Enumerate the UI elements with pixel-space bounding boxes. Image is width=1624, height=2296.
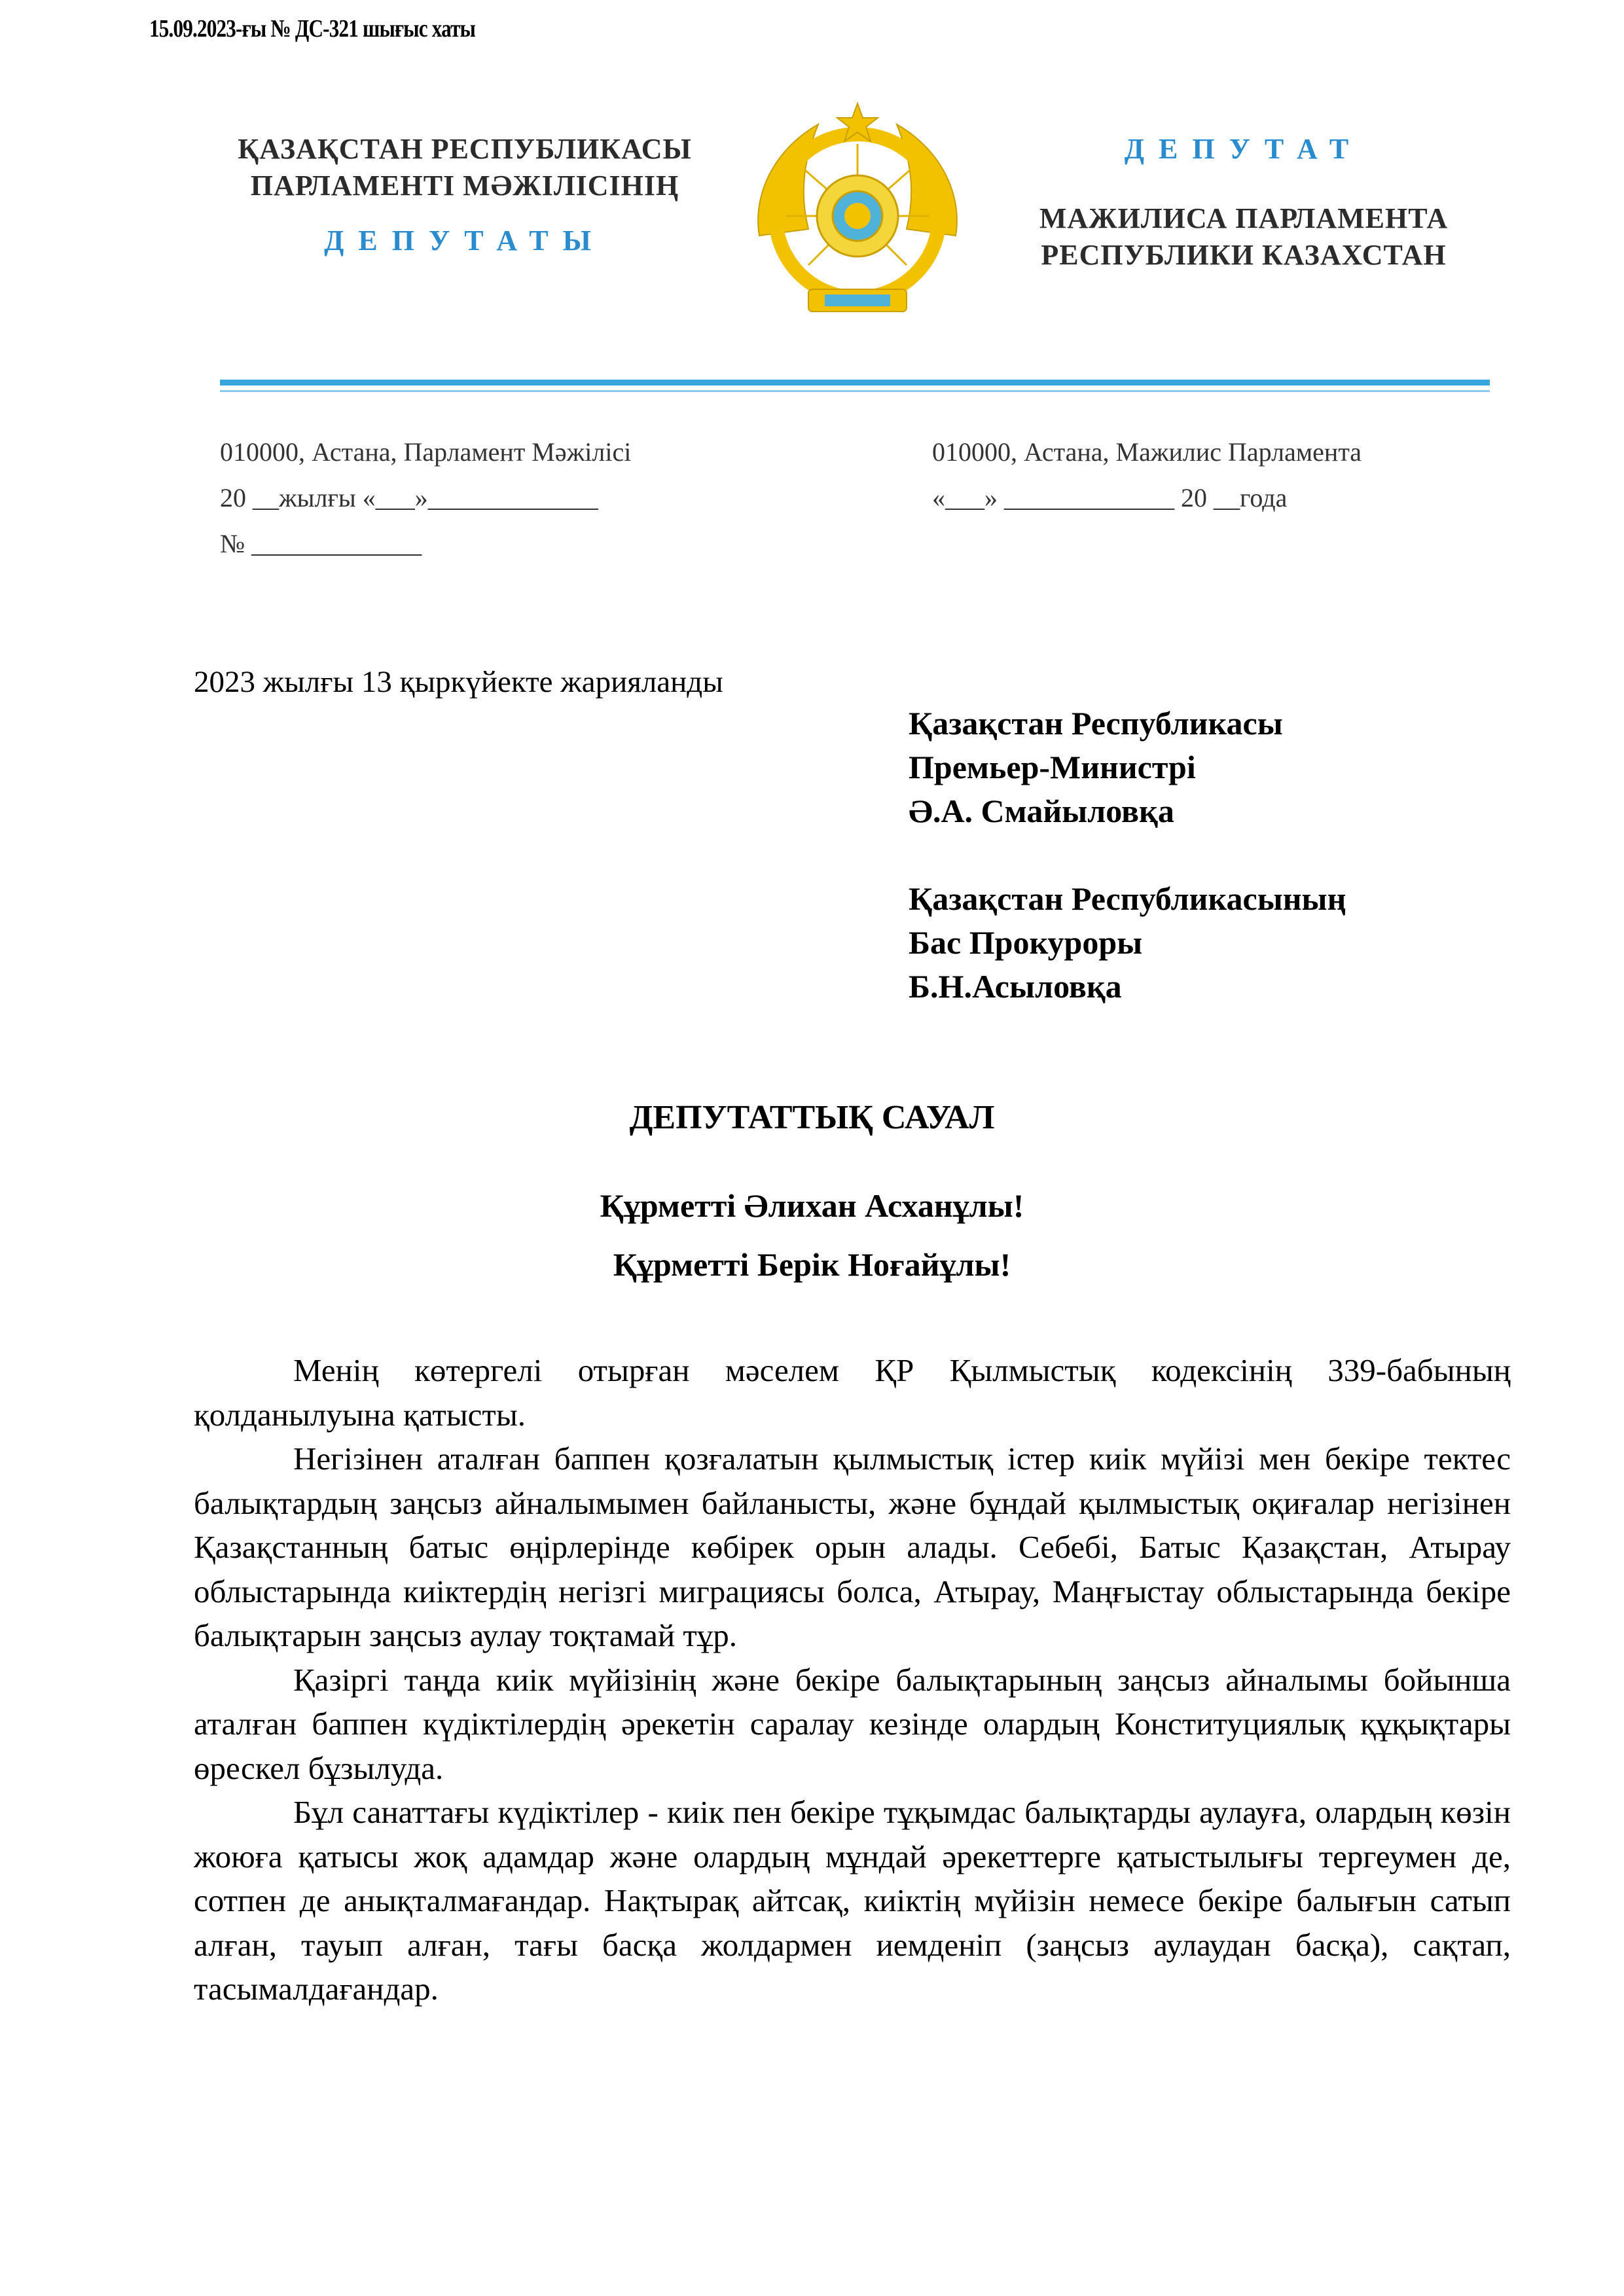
addressee-line: Ә.А. Смайыловқа bbox=[909, 793, 1174, 829]
address-kz-line1: 010000, Астана, Парламент Мәжілісі bbox=[220, 437, 632, 467]
publication-date: 2023 жылғы 13 қыркүйекте жарияланды bbox=[194, 665, 723, 699]
letterhead-divider bbox=[220, 380, 1490, 386]
document-body bbox=[194, 1348, 1511, 2011]
letterhead-title-kz: ДЕПУТАТЫ bbox=[324, 224, 605, 257]
address-ru-date-line: «___» _____________ 20 __года bbox=[932, 483, 1288, 512]
greeting-second: Құрметті Берік Ноғайұлы! bbox=[613, 1246, 1011, 1283]
letterhead-divider-thin bbox=[220, 390, 1490, 392]
letterhead-org-kz-line1: ҚАЗАҚСТАН РЕСПУБЛИКАСЫ bbox=[238, 133, 692, 165]
addressee-line: Бас Прокуроры bbox=[909, 924, 1143, 961]
address-kz-date-line: 20 __жылғы «___»_____________ bbox=[220, 483, 598, 512]
letterhead-org-ru-line1: МАЖИЛИСА ПАРЛАМЕНТА bbox=[1039, 202, 1449, 234]
address-block-kz bbox=[220, 429, 631, 567]
body-paragraph: Қазіргі таңда киік мүйізінің және бекіре балықтарының заңсыз айналымы бойынша аталған баппен күдіктілердің әрекетін саралау кезінде олардың Конституциялық құқықтары өрескел бұзылуда. bbox=[194, 1661, 1511, 1786]
addressee-line: Қазақстан Республикасы bbox=[909, 705, 1283, 742]
address-ru-line1: 010000, Астана, Мажилис Парламента bbox=[932, 437, 1362, 467]
address-block-ru bbox=[932, 429, 1362, 521]
document-title: ДЕПУТАТТЫҚ САУАЛ bbox=[629, 1099, 995, 1136]
body-paragraph: Менің көтергелі отырған мәселем ҚР Қылмыстық кодексінің 339-бабының қолданылуына қатысты. bbox=[194, 1352, 1511, 1433]
letterhead-org-kz-line2: ПАРЛАМЕНТІ МӘЖІЛІСІНІҢ bbox=[250, 170, 679, 202]
letterhead-kazakh bbox=[196, 131, 733, 259]
addressee-line: Қазақстан Республикасының bbox=[909, 880, 1346, 917]
body-paragraph: Негізінен аталған баппен қозғалатын қылмыстық істер киік мүйізі мен бекіре тектес балықтардың заңсыз айналымымен байланысты, және бұндай қылмыстық оқиғалар негізінен Қазақстанның батыс өңірлерінде көбірек орын алады. Себебі, Батыс Қазақстан, Атырау облыстарында киіктердің негізгі миграциясы болса, Атырау, Маңғыстау облыстарында бекіре балықтарын заңсыз аулау тоқтамай тұр. bbox=[194, 1441, 1511, 1653]
letterhead-title-ru: ДЕПУТАТ bbox=[1124, 133, 1363, 165]
addressee-prosecutor-general bbox=[909, 877, 1346, 1009]
letterhead-org-ru-line2: РЕСПУБЛИКИ КАЗАХСТАН bbox=[1041, 239, 1447, 271]
body-paragraph: Бұл санаттағы күдіктілер - киік пен бекіре тұқымдас балықтарды аулауға, олардың көзін жоюға қатысы жоқ адамдар және олардың мұндай әрекеттерге қатыстылығы тергеумен де, сотпен де анықталмағандар. Нақтырақ айтсақ, киіктің мүйізін немесе бекіре балығын сатып алған, тауып алған, тағы басқа жолдармен иемденіп (заңсыз аулаудан басқа), сақтап, тасымалдағандар. bbox=[194, 1794, 1511, 2007]
addressee-line: Б.Н.Асыловқа bbox=[909, 968, 1122, 1005]
greeting-first: Құрметті Әлихан Асханұлы! bbox=[600, 1187, 1024, 1224]
letterhead-russian bbox=[995, 131, 1492, 274]
state-emblem-icon bbox=[746, 98, 969, 317]
outgoing-letter-number: 15.09.2023-ғы № ДС-321 шығыс хаты bbox=[149, 15, 476, 43]
addressee-prime-minister bbox=[909, 702, 1283, 833]
address-kz-number-line: № _____________ bbox=[220, 529, 422, 558]
addressee-line: Премьер-Министрі bbox=[909, 749, 1196, 785]
